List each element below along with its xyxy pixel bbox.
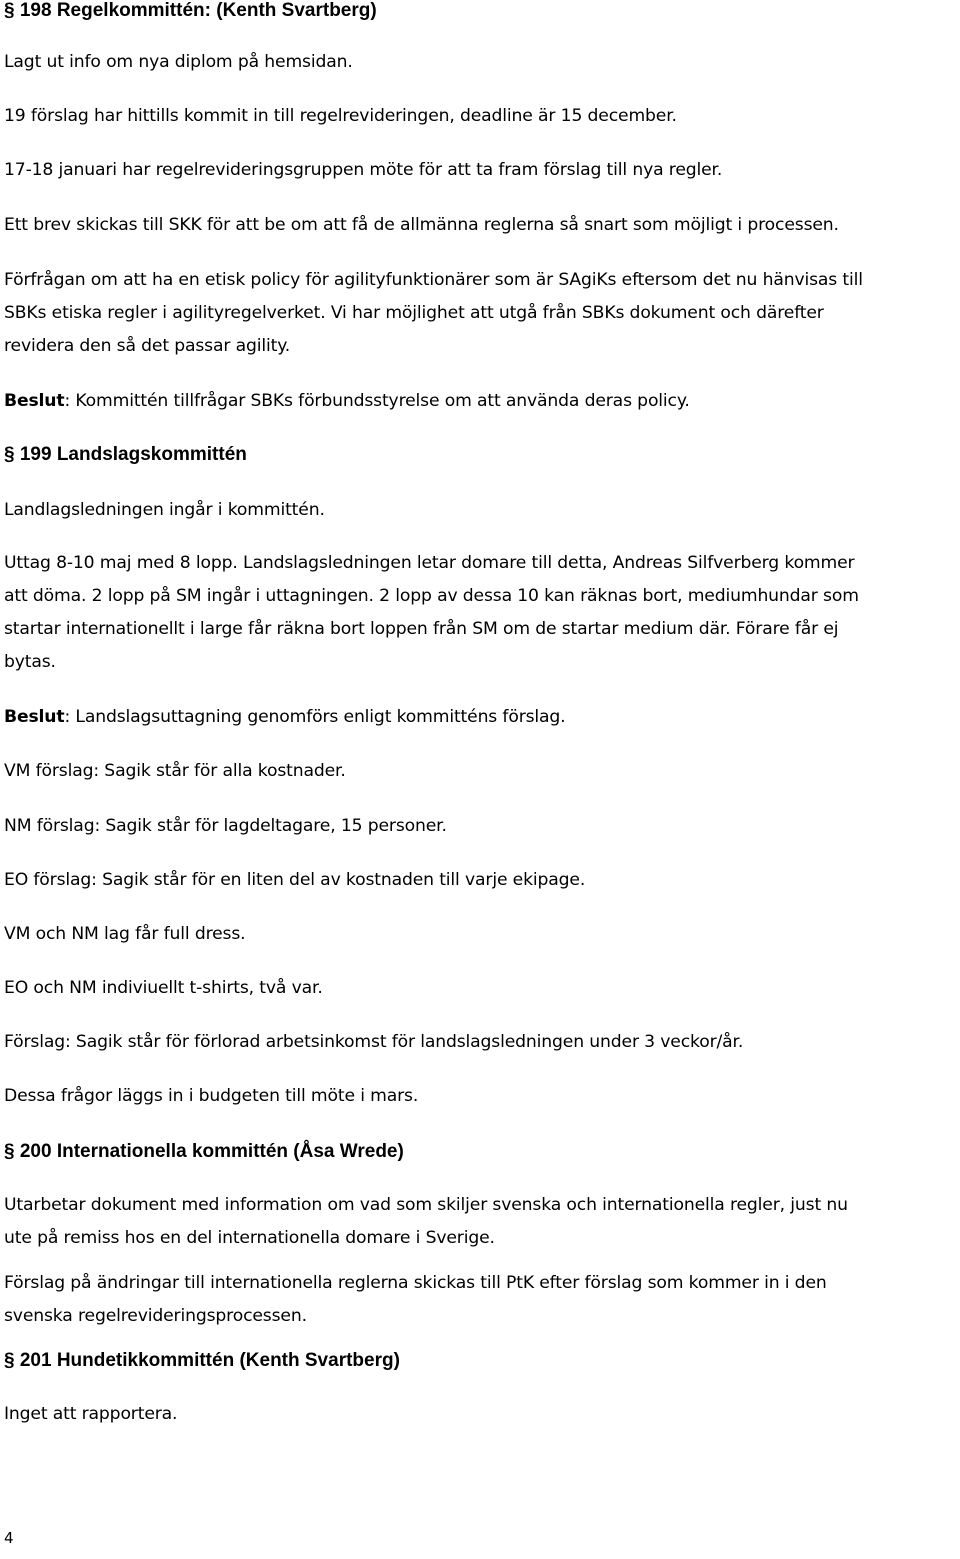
decision-text: : Kommittén tillfrågar SBKs förbundsstyrelse om att använda deras policy.	[64, 391, 690, 411]
text-line: ute på remiss hos en del internationella domare i Sverige.	[4, 1228, 495, 1248]
decision-paragraph	[4, 701, 566, 734]
section-heading-198: § 198 Regelkommittén: (Kenth Svartberg)	[4, 0, 377, 21]
text-line: att döma. 2 lopp på SM ingår i uttagningen. 2 lopp av dessa 10 kan räknas bort, mediumhundar som	[4, 586, 859, 606]
text-line: Förfrågan om att ha en etisk policy för agilityfunktionärer som är SAgiKs eftersom det nu hänvisas till	[4, 270, 863, 290]
text-line: Förslag på ändringar till internationella reglerna skickas till PtK efter förslag som kommer in i den	[4, 1273, 827, 1293]
text-line: startar internationellt i large får räkna bort loppen från SM om de startar medium där. Förare får ej	[4, 619, 839, 639]
list-item: EO förslag: Sagik står för en liten del av kostnaden till varje ekipage.	[4, 870, 586, 890]
section-heading-200: § 200 Internationella kommittén (Åsa Wrede)	[4, 1141, 404, 1162]
list-item: VM och NM lag får full dress.	[4, 924, 246, 944]
text-line: Uttag 8-10 maj med 8 lopp. Landslagsledningen letar domare till detta, Andreas Silfverberg kommer	[4, 553, 855, 573]
text-line: bytas.	[4, 652, 56, 672]
paragraph-team-trials	[4, 547, 859, 679]
page-number: 4	[4, 1529, 14, 1547]
list-item: NM förslag: Sagik står för lagdeltagare, 15 personer.	[4, 816, 447, 836]
decision-paragraph	[4, 385, 690, 418]
decision-text: : Landslagsuttagning genomförs enligt kommitténs förslag.	[64, 707, 566, 727]
paragraph: 17-18 januari har regelrevideringsgruppen möte för att ta fram förslag till nya regler.	[4, 160, 723, 180]
text-line: svenska regelrevideringsprocessen.	[4, 1306, 307, 1326]
paragraph-policy-inquiry	[4, 264, 863, 363]
text-line: SBKs etiska regler i agilityregelverket. Vi har möjlighet att utgå från SBKs dokument och därefter	[4, 303, 824, 323]
paragraph-rule-proposals	[4, 1267, 827, 1333]
paragraph: Lagt ut info om nya diplom på hemsidan.	[4, 52, 353, 72]
list-item: VM förslag: Sagik står för alla kostnader.	[4, 761, 346, 781]
paragraph: Landlagsledningen ingår i kommittén.	[4, 500, 325, 520]
decision-label: Beslut	[4, 707, 65, 727]
paragraph: Inget att rapportera.	[4, 1404, 178, 1424]
paragraph-rules-document	[4, 1189, 848, 1255]
list-item: Förslag: Sagik står för förlorad arbetsinkomst för landslagsledningen under 3 veckor/år.	[4, 1032, 744, 1052]
section-heading-201: § 201 Hundetikkommittén (Kenth Svartberg)	[4, 1350, 400, 1371]
text-line: Utarbetar dokument med information om vad som skiljer svenska och internationella regler, just nu	[4, 1195, 848, 1215]
paragraph: Ett brev skickas till SKK för att be om att få de allmänna reglerna så snart som möjligt i processen.	[4, 215, 839, 235]
decision-label: Beslut	[4, 391, 65, 411]
paragraph: 19 förslag har hittills kommit in till regelrevideringen, deadline är 15 december.	[4, 106, 677, 126]
list-item: EO och NM indiviuellt t-shirts, två var.	[4, 978, 323, 998]
text-line: revidera den så det passar agility.	[4, 336, 291, 356]
list-item: Dessa frågor läggs in i budgeten till möte i mars.	[4, 1086, 419, 1106]
section-heading-199: § 199 Landslagskommittén	[4, 444, 247, 465]
